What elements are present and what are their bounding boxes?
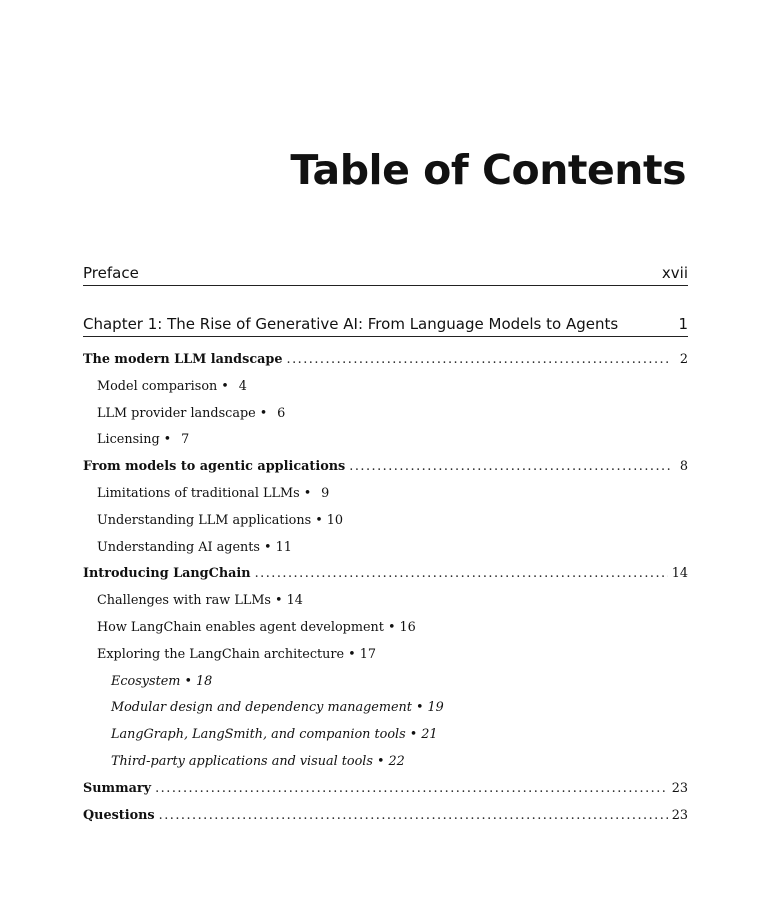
page-title: Table of Contents <box>290 146 686 194</box>
bullet-separator: • <box>415 700 424 716</box>
toc-entry-text: The modern LLM landscape <box>83 352 283 367</box>
toc-entry-text: Questions <box>83 807 155 823</box>
bullet-separator: • <box>264 539 272 555</box>
toc-entry-page: 18 <box>196 673 213 689</box>
dot-leader <box>255 566 668 581</box>
bullet-separator: • <box>409 727 418 743</box>
toc-entry-page: 11 <box>275 539 292 555</box>
preface-page: xvii <box>661 264 688 282</box>
toc-entry-text: Third-party applications and visual tools <box>111 753 373 769</box>
dot-leader <box>159 808 668 823</box>
bullet-separator: • <box>275 593 283 609</box>
dot-leader <box>349 459 670 474</box>
toc-entry-page: 22 <box>388 753 405 769</box>
toc-entry-text: Limitations of traditional LLMs <box>97 485 300 501</box>
dot-leader <box>287 352 671 367</box>
toc-entry-langgraph-langsmith[interactable] <box>83 727 688 754</box>
dot-leader <box>155 781 668 796</box>
toc-entry-langchain-architecture[interactable] <box>83 647 688 674</box>
toc-entry-modern-llm-landscape[interactable] <box>83 352 688 379</box>
toc-entry-summary[interactable] <box>83 781 688 808</box>
toc-entry-text: Summary <box>83 780 152 796</box>
toc-entry-models-to-agentic[interactable] <box>83 459 688 486</box>
toc-entry-text: Introducing LangChain <box>83 566 251 582</box>
toc-entry-understanding-ai-agents[interactable] <box>83 540 688 567</box>
bullet-separator: • <box>163 432 172 448</box>
toc-entry-page: 23 <box>671 780 688 796</box>
toc-entry-page: 7 <box>181 432 190 448</box>
toc-entry-llm-provider-landscape[interactable] <box>83 406 688 433</box>
toc-entry-page: 8 <box>679 459 688 475</box>
toc-entry-ecosystem[interactable] <box>83 674 688 701</box>
toc-entry-model-comparison[interactable] <box>83 379 688 406</box>
toc-preface-row[interactable] <box>83 264 688 286</box>
bullet-separator: • <box>315 512 323 528</box>
toc-entry-page: 16 <box>399 619 416 635</box>
toc-entry-text: Challenges with raw LLMs <box>97 593 271 609</box>
bullet-separator: • <box>221 378 229 394</box>
toc-entry-page: 21 <box>421 727 438 743</box>
toc-entry-text: Modular design and dependency management <box>111 700 412 716</box>
toc-entry-page: 17 <box>359 646 376 662</box>
toc-entry-text: From models to agentic applications <box>83 459 346 475</box>
toc-entry-page: 4 <box>238 378 247 394</box>
toc-entry-text: Understanding AI agents <box>97 539 260 555</box>
toc-entry-text: LangGraph, LangSmith, and companion tools <box>111 727 406 743</box>
chapter-label: Chapter 1: The Rise of Generative AI: From Language Models to Agents <box>83 315 619 333</box>
toc-entry-introducing-langchain[interactable] <box>83 566 688 593</box>
toc-entry-third-party-tools[interactable] <box>83 754 688 781</box>
toc-entry-page: 19 <box>427 700 444 716</box>
toc-entry-page: 2 <box>679 352 688 367</box>
bullet-separator: • <box>376 753 385 769</box>
toc-entry-text: LLM provider landscape <box>97 405 256 421</box>
preface-label: Preface <box>83 264 139 282</box>
toc-entry-text: Model comparison <box>97 378 218 394</box>
toc-entry-questions[interactable] <box>83 808 688 835</box>
toc-entry-text: How LangChain enables agent development <box>97 619 384 635</box>
toc-entry-page: 14 <box>286 593 303 609</box>
bullet-separator: • <box>184 673 192 689</box>
toc-entry-text: Understanding LLM applications <box>97 512 312 528</box>
toc-entry-text: Ecosystem <box>111 673 181 689</box>
toc-entry-text: Licensing <box>97 432 160 448</box>
toc-entry-limitations-llms[interactable] <box>83 486 688 513</box>
bullet-separator: • <box>303 485 312 501</box>
toc-entry-page: 10 <box>326 512 344 528</box>
toc-entry-page: 6 <box>277 405 286 421</box>
toc-chapter-row[interactable] <box>83 315 688 337</box>
toc-entry-licensing[interactable] <box>83 432 688 459</box>
toc-entry-challenges-raw-llms[interactable] <box>83 593 688 620</box>
toc-section-list <box>83 352 688 834</box>
bullet-separator: • <box>259 405 268 421</box>
toc-entry-page: 14 <box>671 566 688 582</box>
toc-entry-page: 9 <box>321 485 330 501</box>
toc-entry-langchain-agent-dev[interactable] <box>83 620 688 647</box>
toc-entry-modular-design[interactable] <box>83 700 688 727</box>
bullet-separator: • <box>348 646 356 662</box>
toc-entry-page: 23 <box>671 807 688 823</box>
toc-entry-text: Exploring the LangChain architecture <box>97 646 345 662</box>
chapter-page: 1 <box>678 315 688 333</box>
toc-entry-understanding-llm-apps[interactable] <box>83 513 688 540</box>
bullet-separator: • <box>387 619 396 635</box>
